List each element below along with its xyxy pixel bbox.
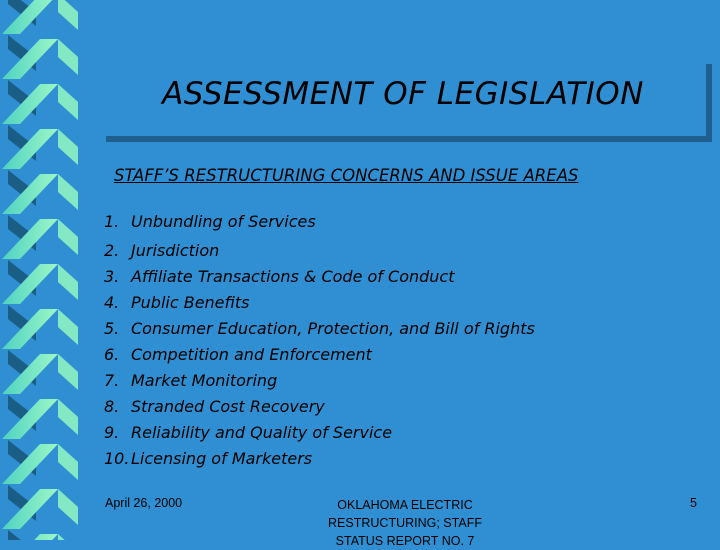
footer-title	[290, 496, 520, 550]
list-item-text: Public Benefits	[131, 293, 250, 312]
list-item-number: 1.	[104, 212, 120, 231]
list-item	[104, 446, 664, 472]
list-item-text: Affiliate Transactions & Code of Conduct	[131, 267, 455, 286]
list-item-text: Market Monitoring	[131, 371, 278, 390]
list-item	[104, 238, 664, 264]
list-item	[104, 264, 664, 290]
list-item	[104, 394, 664, 420]
list-item-number: 9.	[104, 423, 120, 442]
list-item-number: 5.	[104, 319, 120, 338]
list-item-number: 8.	[104, 397, 120, 416]
page-title: ASSESSMENT OF LEGISLATION	[162, 76, 644, 112]
footer-page-number: 5	[690, 496, 697, 510]
list-item-number: 7.	[104, 371, 120, 390]
list-item-number: 3.	[104, 267, 120, 286]
issue-list	[104, 209, 664, 472]
list-item-text: Unbundling of Services	[131, 212, 316, 231]
list-item-text: Reliability and Quality of Service	[131, 423, 393, 442]
footer-title-line1: OKLAHOMA ELECTRIC	[337, 498, 473, 512]
list-item-text: Licensing of Marketers	[131, 449, 313, 468]
list-item-number: 2.	[104, 241, 120, 260]
list-item-number: 4.	[104, 293, 120, 312]
list-item	[104, 420, 664, 446]
list-item	[104, 368, 664, 394]
list-item-text: Competition and Enforcement	[131, 345, 372, 364]
list-item	[104, 209, 664, 235]
list-item-text: Stranded Cost Recovery	[131, 397, 325, 416]
footer-date: April 26, 2000	[105, 496, 183, 510]
decorative-ribbon	[0, 0, 80, 540]
list-item	[104, 290, 664, 316]
footer-title-line3: STATUS REPORT NO. 7	[335, 534, 475, 548]
list-item	[104, 342, 664, 368]
section-subtitle: STAFF’S RESTRUCTURING CONCERNS AND ISSUE AREAS	[114, 166, 579, 185]
list-item	[104, 316, 664, 342]
list-item-text: Consumer Education, Protection, and Bill of Rights	[131, 319, 535, 338]
list-item-text: Jurisdiction	[131, 241, 220, 260]
list-item-number: 6.	[104, 345, 120, 364]
list-item-number: 10.	[104, 449, 130, 468]
footer-title-line2: RESTRUCTURING; STAFF	[328, 516, 482, 530]
